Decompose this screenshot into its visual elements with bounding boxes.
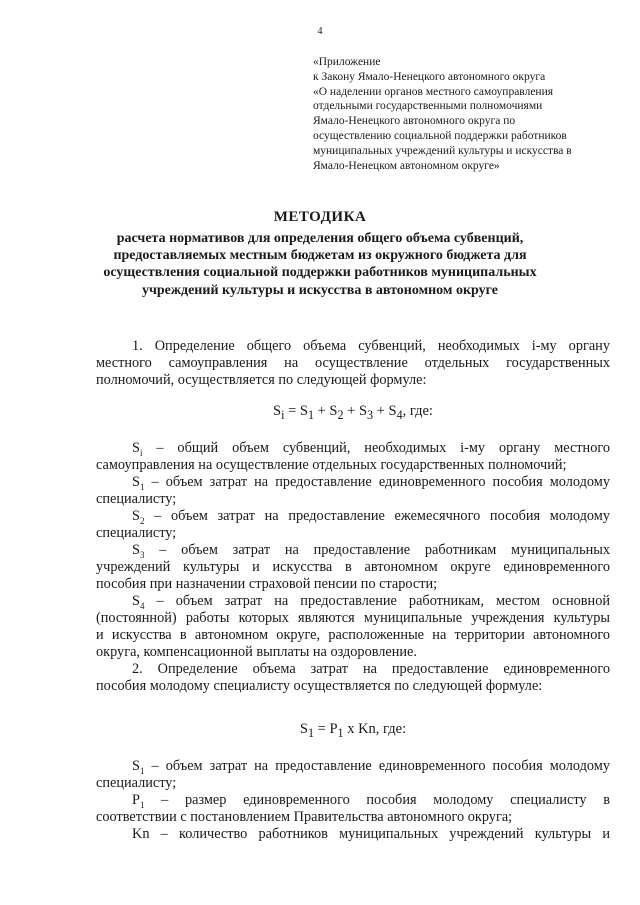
text-line: пособия молодому специалисту осуществляется по следующей формуле: (96, 678, 543, 694)
text-line: местного самоуправления на осуществление отдельных государственных (96, 355, 610, 371)
paragraph-1 (96, 338, 610, 389)
text-line: специалисту; (96, 775, 177, 791)
text-line: самоуправления на осуществление отдельных государственных полномочий; (96, 457, 567, 473)
page-number: 4 (317, 26, 323, 37)
text-line: 2. Определение объема затрат на предоставление единовременного (132, 661, 610, 677)
appendix-header (313, 55, 613, 173)
subtitle-line: учреждений культуры и искусства в автономном округе (141, 282, 499, 298)
text-line: $S_i$ – общий объем субвенций, необходимых i-му органу местного (132, 440, 610, 457)
subtitle-line: осуществления социальной поддержки работников муниципальных (103, 265, 537, 281)
appendix-line: «Приложение (313, 56, 381, 68)
text-line: $P_1$ – размер единовременного пособия молодому специалисту в (132, 792, 610, 809)
text-line: специалисту; (96, 525, 177, 541)
appendix-line: Ямало-Ненецкого автономного округа по (313, 115, 516, 128)
text-line: $S_1$ – объем затрат на предоставление единовременного пособия молодому (132, 758, 610, 775)
text-line: и искусства в автономном округе, расположенные на территории автономного (96, 627, 610, 643)
text-line: $S_2$ – объем затрат на предоставление ежемесячного пособия молодому (132, 508, 610, 525)
appendix-line: осуществлению социальной поддержки работников (313, 129, 567, 142)
document-title: МЕТОДИКА (273, 209, 367, 225)
text-line: $S_3$ – объем затрат на предоставление работникам муниципальных (132, 542, 610, 559)
appendix-line: отдельными государственными полномочиями (313, 100, 543, 113)
text-line: специалисту; (96, 491, 177, 507)
formula-2: $S_1 = P_1$ x Kn, где: (299, 721, 407, 740)
text-line: $S_4$ – объем затрат на предоставление работникам, местом основной (132, 593, 610, 610)
text-line: соответствии с постановлением Правительства автономного округа; (96, 809, 513, 825)
text-line: округа, компенсационной выплаты на оздоровление. (96, 644, 417, 660)
definitions-1 (96, 440, 610, 695)
appendix-line: к Закону Ямало-Ненецкого автономного округа (313, 70, 546, 83)
appendix-line: Ямало-Ненецком автономном округе» (313, 159, 500, 172)
formula-1: $S_i = S_1 + S_2 + S_3 + S_4$, где: (273, 403, 433, 422)
document-subtitle (100, 230, 540, 299)
appendix-line: «О наделении органов местного самоуправления (313, 85, 554, 98)
text-line: полномочий, осуществляется по следующей формуле: (96, 372, 427, 388)
text-line: $S_1$ – объем затрат на предоставление единовременного пособия молодому (132, 474, 610, 491)
subtitle-line: расчета нормативов для определения общего объема субвенций, (116, 231, 524, 246)
text-line: (постоянной) работы которых являются муниципальные учреждения культуры (96, 610, 610, 626)
subtitle-line: предоставляемых местным бюджетам из окружного бюджета для (113, 248, 527, 264)
text-line: 1. Определение общего объема субвенций, необходимых i-му органу (132, 338, 610, 354)
definitions-2 (96, 758, 610, 843)
appendix-line: муниципальных учреждений культуры и искусства в (313, 144, 572, 157)
text-line: учреждений культуры и искусства в автономном округе единовременного (96, 559, 610, 575)
text-line: Kn – количество работников муниципальных учреждений культуры и (132, 826, 610, 842)
text-line: пособия при назначении страховой пенсии по старости; (96, 576, 438, 592)
